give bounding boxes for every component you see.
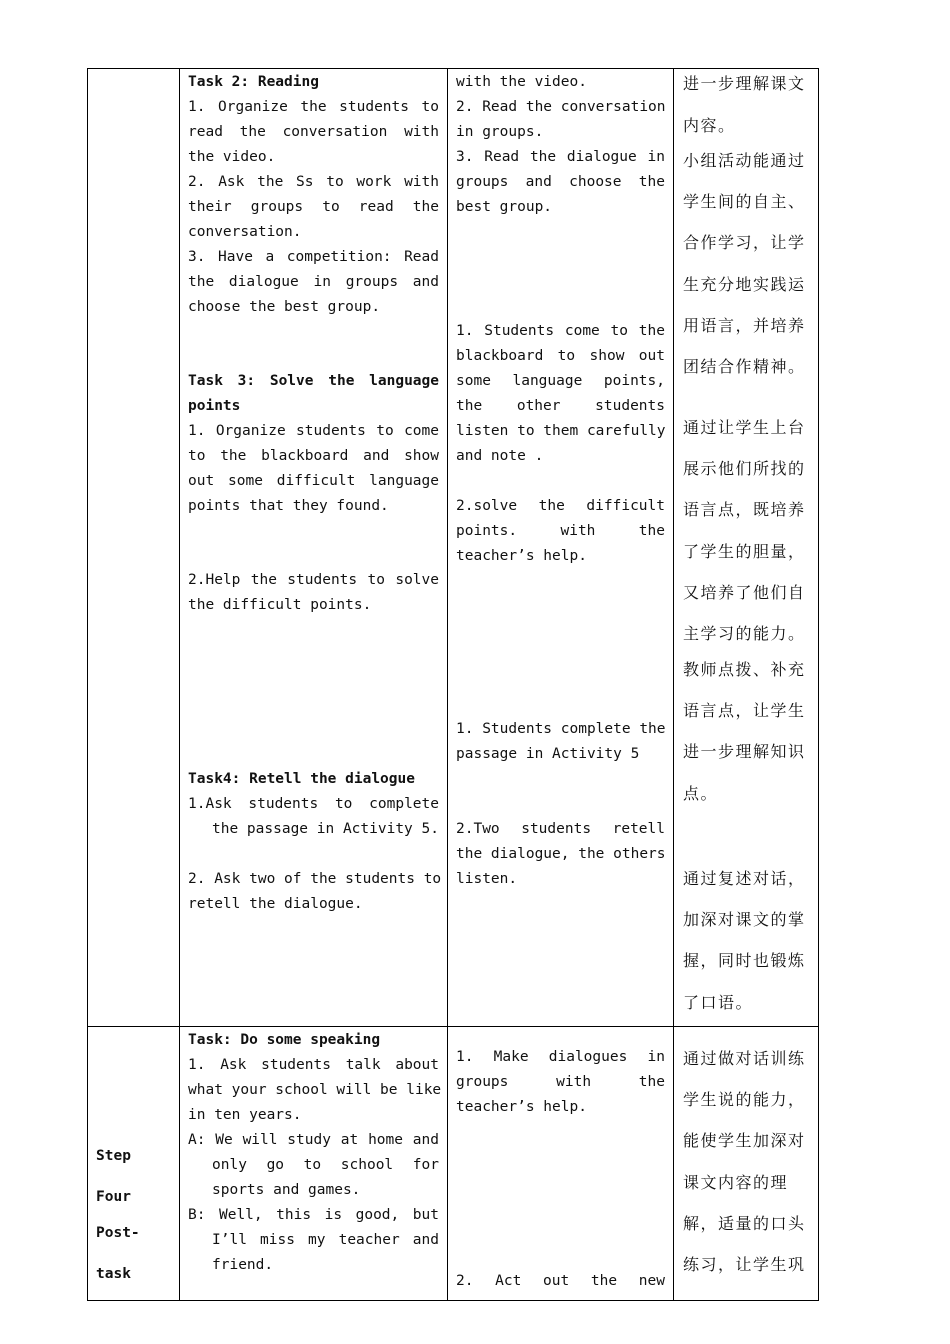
student-step: 2. Read the conversation: [456, 99, 666, 115]
step-label: Step: [96, 1148, 131, 1164]
table-border-right: [818, 68, 819, 1301]
step-label: Four: [96, 1189, 131, 1205]
student-step: 1. Students come to the: [456, 323, 665, 339]
teacher-step: I’ll miss my teacher and: [212, 1232, 439, 1248]
student-step: groups with the: [456, 1074, 665, 1090]
student-step: 2.solve the difficult: [456, 498, 665, 514]
student-step: 1. Make dialogues in: [456, 1049, 665, 1065]
teacher-step: the video.: [188, 149, 276, 165]
design-intent-line: 了口语。: [683, 993, 754, 1012]
teacher-step: points that they found.: [188, 498, 389, 514]
student-step: 3. Read the dialogue in: [456, 149, 665, 165]
task-heading: Task 3: Solve the language: [188, 373, 439, 389]
teacher-step: conversation.: [188, 224, 302, 240]
student-step: the other students: [456, 398, 665, 414]
student-step: some language points,: [456, 373, 665, 389]
teacher-step: sports and games.: [212, 1182, 361, 1198]
teacher-step: choose the best group.: [188, 299, 381, 315]
teacher-step: 1. Ask students talk about: [188, 1057, 439, 1073]
design-intent-line: 语言点，让学生: [683, 701, 806, 720]
design-intent-line: 进一步理解知识: [683, 742, 806, 761]
design-intent-line: 又培养了他们自: [683, 583, 806, 602]
column-divider-1: [179, 68, 180, 1301]
table-border-top: [87, 68, 819, 69]
design-intent-line: 进一步理解课文: [683, 74, 806, 93]
teacher-step: 1. Organize the students to: [188, 99, 439, 115]
step-label: Post-: [96, 1225, 140, 1241]
design-intent-line: 练习，让学生巩: [683, 1255, 806, 1274]
design-intent-line: 小组活动能通过: [683, 151, 806, 170]
design-intent-line: 团结合作精神。: [683, 357, 806, 376]
design-intent-line: 能使学生加深对: [683, 1131, 806, 1150]
column-divider-3: [673, 68, 674, 1301]
table-border-bottom: [87, 1300, 819, 1301]
task-heading: points: [188, 398, 241, 414]
design-intent-line: 了学生的胆量，: [683, 542, 806, 561]
task-heading: Task 2: Reading: [188, 74, 319, 90]
teacher-step: out some difficult language: [188, 473, 439, 489]
design-intent-line: 通过做对话训练: [683, 1049, 806, 1068]
student-step: best group.: [456, 199, 553, 215]
design-intent-line: 内容。: [683, 116, 736, 135]
teacher-step: 2. Ask two of the students to: [188, 871, 442, 887]
design-intent-line: 语言点，既培养: [683, 500, 806, 519]
student-step: in groups.: [456, 124, 544, 140]
teacher-step: what your school will be like: [188, 1082, 442, 1098]
student-step: with the video.: [456, 74, 587, 90]
teacher-step: the passage in Activity 5.: [212, 821, 439, 837]
design-intent-line: 学生说的能力，: [683, 1090, 806, 1109]
design-intent-line: 加深对课文的掌: [683, 910, 806, 929]
design-intent-line: 通过让学生上台: [683, 418, 806, 437]
teacher-step: A: We will study at home and: [188, 1132, 439, 1148]
design-intent-line: 教师点拨、补充: [683, 660, 806, 679]
design-intent-line: 用语言，并培养: [683, 316, 806, 335]
teacher-step: their groups to read the: [188, 199, 439, 215]
step-label: task: [96, 1266, 131, 1282]
teacher-step: B: Well, this is good, but: [188, 1207, 439, 1223]
task-heading: Task: Do some speaking: [188, 1032, 381, 1048]
design-intent-line: 点。: [683, 784, 719, 803]
student-step: 2. Act out the new: [456, 1273, 665, 1289]
teacher-step: to the blackboard and show: [188, 448, 439, 464]
student-step: blackboard to show out: [456, 348, 665, 364]
student-step: points. with the: [456, 523, 665, 539]
teacher-step: only go to school for: [212, 1157, 439, 1173]
design-intent-line: 解，适量的口头: [683, 1214, 806, 1233]
student-step: 2.Two students retell: [456, 821, 665, 837]
design-intent-line: 课文内容的理: [683, 1173, 789, 1192]
design-intent-line: 握，同时也锻炼: [683, 951, 806, 970]
teacher-step: in ten years.: [188, 1107, 302, 1123]
design-intent-line: 展示他们所找的: [683, 459, 806, 478]
student-step: teacher’s help.: [456, 548, 587, 564]
student-step: listen.: [456, 871, 518, 887]
student-step: listen to them carefully: [456, 423, 666, 439]
design-intent-line: 生充分地实践运: [683, 275, 806, 294]
design-intent-line: 通过复述对话，: [683, 869, 806, 888]
teacher-step: the dialogue in groups and: [188, 274, 439, 290]
student-step: 1. Students complete the: [456, 721, 666, 737]
design-intent-line: 主学习的能力。: [683, 624, 806, 643]
student-step: groups and choose the: [456, 174, 665, 190]
teacher-step: 1. Organize students to come: [188, 423, 439, 439]
column-divider-2: [447, 68, 448, 1301]
student-step: and note .: [456, 448, 544, 464]
teacher-step: the difficult points.: [188, 597, 372, 613]
teacher-step: 3. Have a competition: Read: [188, 249, 439, 265]
teacher-step: read the conversation with: [188, 124, 439, 140]
row-divider: [87, 1026, 819, 1027]
teacher-step: 2. Ask the Ss to work with: [188, 174, 439, 190]
task-heading: Task4: Retell the dialogue: [188, 771, 415, 787]
student-step: the dialogue, the others: [456, 846, 666, 862]
teacher-step: retell the dialogue.: [188, 896, 363, 912]
teacher-step: 2.Help the students to solve: [188, 572, 439, 588]
student-step: passage in Activity 5: [456, 746, 640, 762]
student-step: teacher’s help.: [456, 1099, 587, 1115]
teacher-step: 1.Ask students to complete: [188, 796, 439, 812]
table-border-left: [87, 68, 88, 1301]
teacher-step: friend.: [212, 1257, 274, 1273]
design-intent-line: 学生间的自主、: [683, 192, 806, 211]
design-intent-line: 合作学习，让学: [683, 233, 806, 252]
